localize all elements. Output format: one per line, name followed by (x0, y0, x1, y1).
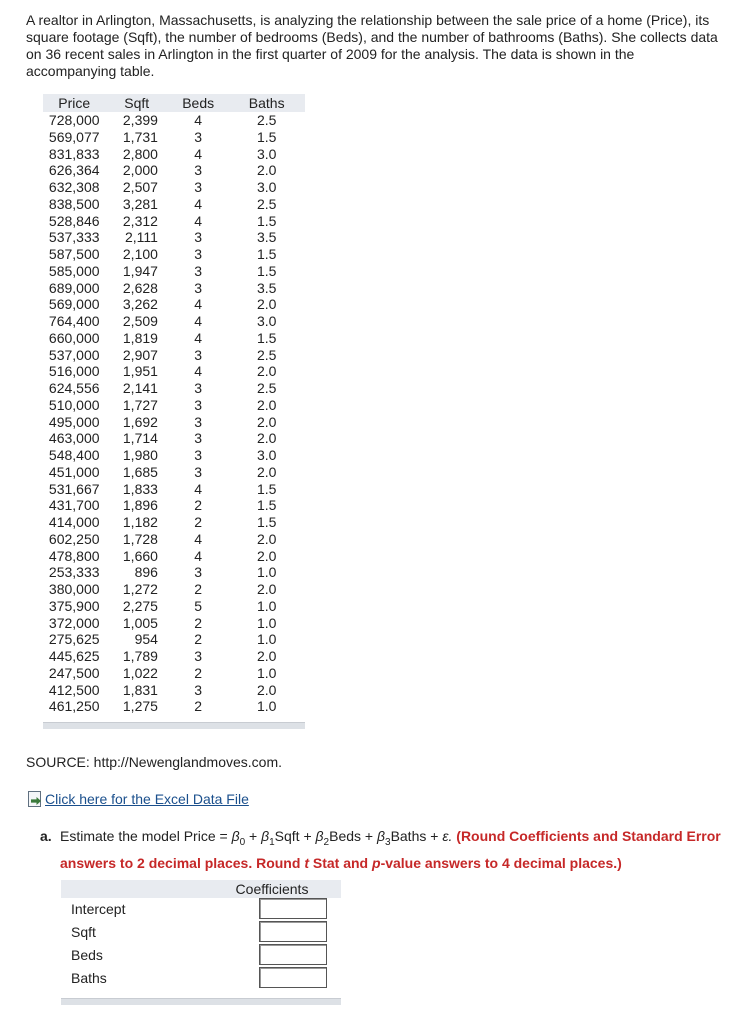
cell-price: 548,400 (48, 447, 100, 463)
cell-beds: 4 (194, 313, 203, 329)
var-sqft: Sqft (274, 828, 300, 844)
question-letter: a. (40, 828, 52, 844)
cell-sqft: 1,833 (122, 480, 158, 497)
beta0-sub: 0 (239, 836, 246, 848)
coefficient-label: Intercept (71, 901, 126, 917)
cell-price: 602,250 (48, 530, 100, 547)
table-row (43, 548, 305, 565)
cell-price: 626,364 (48, 162, 100, 179)
cell-beds: 3 (194, 380, 203, 396)
coefficient-input-beds[interactable] (259, 944, 327, 965)
cell-beds: 2 (194, 614, 203, 631)
header-sqft: Sqft (105, 94, 167, 112)
cell-sqft: 2,507 (122, 179, 158, 195)
table-row (43, 179, 305, 196)
table-row (43, 631, 305, 648)
cell-price: 463,000 (48, 430, 100, 447)
cell-price: 275,625 (48, 631, 100, 648)
cell-beds: 3 (194, 262, 203, 279)
beta1: β (261, 828, 270, 844)
table-row (43, 682, 305, 699)
cell-baths: 2.0 (256, 681, 277, 698)
beta3: β (377, 828, 385, 844)
table-row (43, 162, 305, 179)
cell-price: 624,556 (48, 380, 100, 396)
cell-sqft: 896 (134, 564, 158, 581)
cell-beds: 3 (194, 463, 203, 480)
cell-sqft: 1,660 (122, 547, 158, 564)
table-row (43, 280, 305, 297)
source-citation: SOURCE: http://Newenglandmoves.com. (26, 754, 282, 770)
table-row (43, 112, 305, 129)
table-row (43, 464, 305, 481)
cell-sqft: 2,509 (122, 313, 158, 329)
table-row (43, 246, 305, 263)
cell-baths: 1.5 (256, 329, 277, 346)
cell-baths: 3.5 (256, 279, 277, 296)
cell-sqft: 2,628 (122, 279, 158, 296)
cell-baths: 1.5 (256, 128, 277, 145)
cell-price: 528,846 (48, 212, 100, 229)
cell-baths: 1.5 (256, 246, 277, 262)
coefficients-header: Coefficients (61, 880, 341, 898)
excel-link-row[interactable] (26, 791, 249, 807)
cell-baths: 2.0 (256, 413, 277, 430)
cell-beds: 4 (194, 329, 203, 346)
cell-beds: 3 (194, 430, 203, 447)
table-row (43, 330, 305, 347)
beta3-sub: 3 (385, 836, 391, 848)
cell-baths: 1.5 (256, 514, 277, 530)
table-row (43, 263, 305, 280)
cell-price: 375,900 (48, 597, 100, 614)
coefficient-label: Beds (71, 947, 103, 963)
cell-price: 587,500 (48, 246, 100, 262)
table-row (43, 430, 305, 447)
table-row (43, 581, 305, 598)
cell-baths: 2.5 (256, 346, 277, 363)
cell-sqft: 1,819 (122, 329, 158, 346)
table-row (43, 380, 305, 397)
problem-intro: A realtor in Arlington, Massachusetts, is analyzing the relationship between the sale price of a home (Price), its square footage (Sqft), the number of bedrooms (Beds), and the number of bathrooms (Baths). She collects data on 36 recent sales in Arlington in the first quarter of 2009 for the analysis. The data is shown in the accompanying table. (26, 12, 718, 79)
cell-beds: 3 (194, 681, 203, 698)
cell-beds: 3 (194, 447, 203, 463)
cell-baths: 1.5 (256, 262, 277, 279)
cell-sqft: 1,727 (122, 396, 158, 413)
cell-beds: 3 (194, 413, 203, 430)
cell-baths: 2.0 (256, 162, 277, 179)
table-row (43, 213, 305, 230)
cell-beds: 3 (194, 128, 203, 145)
table-row (43, 397, 305, 414)
beta2: β (315, 828, 324, 844)
table-row (43, 598, 305, 615)
cell-sqft: 3,281 (122, 195, 158, 212)
beta1-sub: 1 (269, 836, 275, 848)
cell-sqft: 2,275 (122, 597, 158, 614)
table-row (43, 229, 305, 246)
epsilon: ε. (442, 828, 453, 844)
cell-beds: 3 (194, 346, 203, 363)
cell-baths: 2.0 (256, 396, 277, 413)
table-row (43, 497, 305, 514)
table-row (43, 146, 305, 163)
cell-price: 414,000 (48, 514, 100, 530)
table-row (43, 481, 305, 498)
cell-sqft: 2,399 (122, 112, 158, 128)
cell-baths: 3.0 (256, 145, 277, 162)
cell-price: 831,833 (48, 145, 100, 162)
cell-price: 495,000 (48, 413, 100, 430)
cell-price: 585,000 (48, 262, 100, 279)
cell-price: 431,700 (48, 497, 100, 514)
var-baths: Baths (390, 828, 427, 844)
coefficient-input-intercept[interactable] (259, 898, 327, 919)
cell-sqft: 1,728 (122, 530, 158, 547)
cell-baths: 2.0 (256, 463, 277, 480)
cell-baths: 1.0 (256, 631, 277, 648)
table-row (43, 531, 305, 548)
document-arrow-icon[interactable] (26, 791, 42, 807)
beta2-sub: 2 (323, 836, 330, 848)
table-row (43, 296, 305, 313)
coefficient-row-intercept (61, 898, 341, 921)
coefficients-bottom-bar (61, 998, 341, 1005)
plus-4: + (426, 828, 443, 844)
cell-price: 510,000 (48, 396, 100, 413)
coefficient-label: Baths (71, 970, 107, 986)
table-row (43, 347, 305, 364)
plus-1: + (245, 828, 262, 844)
cell-beds: 2 (194, 664, 203, 681)
cell-beds: 3 (194, 179, 203, 195)
cell-baths: 2.5 (256, 380, 277, 396)
header-baths: Baths (228, 94, 305, 112)
cell-sqft: 2,000 (122, 162, 158, 179)
cell-beds: 4 (194, 530, 203, 547)
coefficient-input-baths[interactable] (259, 967, 327, 988)
cell-sqft: 1,731 (122, 128, 158, 145)
coefficient-row-baths (61, 967, 341, 990)
table-row (43, 615, 305, 632)
cell-price: 537,000 (48, 346, 100, 363)
cell-beds: 2 (194, 698, 203, 715)
cell-beds: 4 (194, 547, 203, 564)
cell-baths: 2.0 (256, 547, 277, 564)
cell-beds: 3 (194, 396, 203, 413)
cell-price: 372,000 (48, 614, 100, 631)
cell-beds: 4 (194, 145, 203, 162)
cell-price: 516,000 (48, 363, 100, 380)
rounding-instructions: (Round Coefficients and Standard Error answers to 2 decimal places. Round t Stat and p-value answers to 4 decimal places.) (60, 828, 721, 871)
header-beds: Beds (168, 94, 228, 112)
coefficient-label: Sqft (71, 924, 96, 940)
table-row (43, 129, 305, 146)
cell-baths: 1.0 (256, 564, 277, 581)
table-row (43, 648, 305, 665)
cell-sqft: 954 (134, 631, 158, 648)
cell-price: 451,000 (48, 463, 100, 480)
cell-beds: 3 (194, 648, 203, 664)
coefficient-input-sqft[interactable] (259, 921, 327, 942)
cell-sqft: 3,262 (122, 296, 158, 313)
cell-baths: 2.0 (256, 648, 277, 664)
cell-sqft: 2,100 (122, 246, 158, 262)
cell-price: 660,000 (48, 329, 100, 346)
table-row (43, 698, 305, 715)
cell-beds: 3 (194, 229, 203, 246)
cell-price: 537,333 (48, 229, 100, 246)
cell-beds: 3 (194, 564, 203, 581)
cell-beds: 4 (194, 212, 203, 229)
cell-baths: 1.0 (256, 614, 277, 631)
cell-price: 412,500 (48, 681, 100, 698)
cell-beds: 2 (194, 514, 203, 530)
cell-sqft: 2,800 (122, 145, 158, 162)
excel-data-file-link[interactable]: Click here for the Excel Data File (45, 791, 249, 807)
coefficient-row-sqft (61, 921, 341, 944)
table-row (43, 665, 305, 682)
question-a (40, 826, 730, 873)
table-row (43, 196, 305, 213)
cell-baths: 2.5 (256, 112, 277, 128)
table-row (43, 313, 305, 330)
cell-baths: 2.0 (256, 530, 277, 547)
plus-3: + (361, 828, 377, 844)
cell-beds: 3 (194, 246, 203, 262)
cell-beds: 4 (194, 195, 203, 212)
table-header-row (43, 94, 305, 112)
cell-beds: 3 (194, 162, 203, 179)
cell-price: 247,500 (48, 664, 100, 681)
cell-baths: 1.0 (256, 698, 277, 715)
cell-baths: 3.0 (256, 447, 277, 463)
cell-price: 838,500 (48, 195, 100, 212)
cell-beds: 5 (194, 597, 203, 614)
cell-sqft: 1,272 (122, 581, 158, 597)
cell-beds: 2 (194, 631, 203, 648)
cell-baths: 3.5 (256, 229, 277, 246)
cell-price: 689,000 (48, 279, 100, 296)
cell-sqft: 2,111 (124, 229, 158, 246)
cell-sqft: 1,685 (122, 463, 158, 480)
cell-baths: 2.0 (256, 296, 277, 313)
cell-baths: 1.0 (256, 664, 277, 681)
cell-beds: 4 (194, 363, 203, 380)
var-beds: Beds (329, 828, 362, 844)
cell-sqft: 1,947 (122, 262, 158, 279)
cell-baths: 3.0 (256, 179, 277, 195)
cell-price: 380,000 (48, 581, 100, 597)
cell-sqft: 1,022 (122, 664, 158, 681)
cell-price: 253,333 (48, 564, 100, 581)
cell-baths: 1.5 (256, 497, 277, 514)
cell-beds: 4 (194, 296, 203, 313)
table-row (43, 514, 305, 531)
cell-price: 728,000 (48, 112, 100, 128)
cell-baths: 2.0 (256, 430, 277, 447)
cell-baths: 2.0 (256, 363, 277, 380)
cell-price: 445,625 (48, 648, 100, 664)
table-bottom-bar (43, 722, 305, 729)
cell-sqft: 1,182 (122, 514, 158, 530)
table-row (43, 414, 305, 431)
cell-beds: 2 (194, 497, 203, 514)
cell-price: 461,250 (48, 698, 100, 715)
cell-sqft: 1,951 (122, 363, 158, 380)
table-row (43, 564, 305, 581)
cell-baths: 2.5 (256, 195, 277, 212)
cell-price: 569,000 (48, 296, 100, 313)
question-estimate-text: Estimate the model Price = (60, 828, 228, 844)
coefficient-row-beds (61, 944, 341, 967)
header-price: Price (43, 94, 105, 112)
cell-price: 531,667 (48, 480, 100, 497)
cell-sqft: 1,980 (122, 447, 158, 463)
cell-baths: 3.0 (256, 313, 277, 329)
cell-price: 478,800 (48, 547, 100, 564)
cell-sqft: 1,789 (122, 648, 158, 664)
cell-price: 632,308 (48, 179, 100, 195)
cell-beds: 2 (194, 581, 203, 597)
cell-sqft: 1,692 (122, 413, 158, 430)
cell-beds: 4 (194, 112, 203, 128)
cell-sqft: 2,312 (122, 212, 158, 229)
cell-baths: 1.5 (256, 480, 277, 497)
cell-sqft: 1,005 (122, 614, 158, 631)
cell-sqft: 2,141 (122, 380, 158, 396)
cell-price: 764,400 (48, 313, 100, 329)
cell-sqft: 1,714 (122, 430, 158, 447)
cell-baths: 1.0 (256, 597, 277, 614)
table-row (43, 447, 305, 464)
table-row (43, 363, 305, 380)
sales-data-table (43, 94, 305, 715)
cell-beds: 4 (194, 480, 203, 497)
cell-baths: 1.5 (256, 212, 277, 229)
beta0: β (231, 828, 240, 844)
cell-baths: 2.0 (256, 581, 277, 597)
cell-sqft: 1,275 (122, 698, 158, 715)
cell-price: 569,077 (48, 128, 100, 145)
cell-beds: 3 (194, 279, 203, 296)
cell-sqft: 1,896 (122, 497, 158, 514)
cell-sqft: 2,907 (122, 346, 158, 363)
cell-sqft: 1,831 (122, 681, 158, 698)
plus-2: + (299, 828, 316, 844)
